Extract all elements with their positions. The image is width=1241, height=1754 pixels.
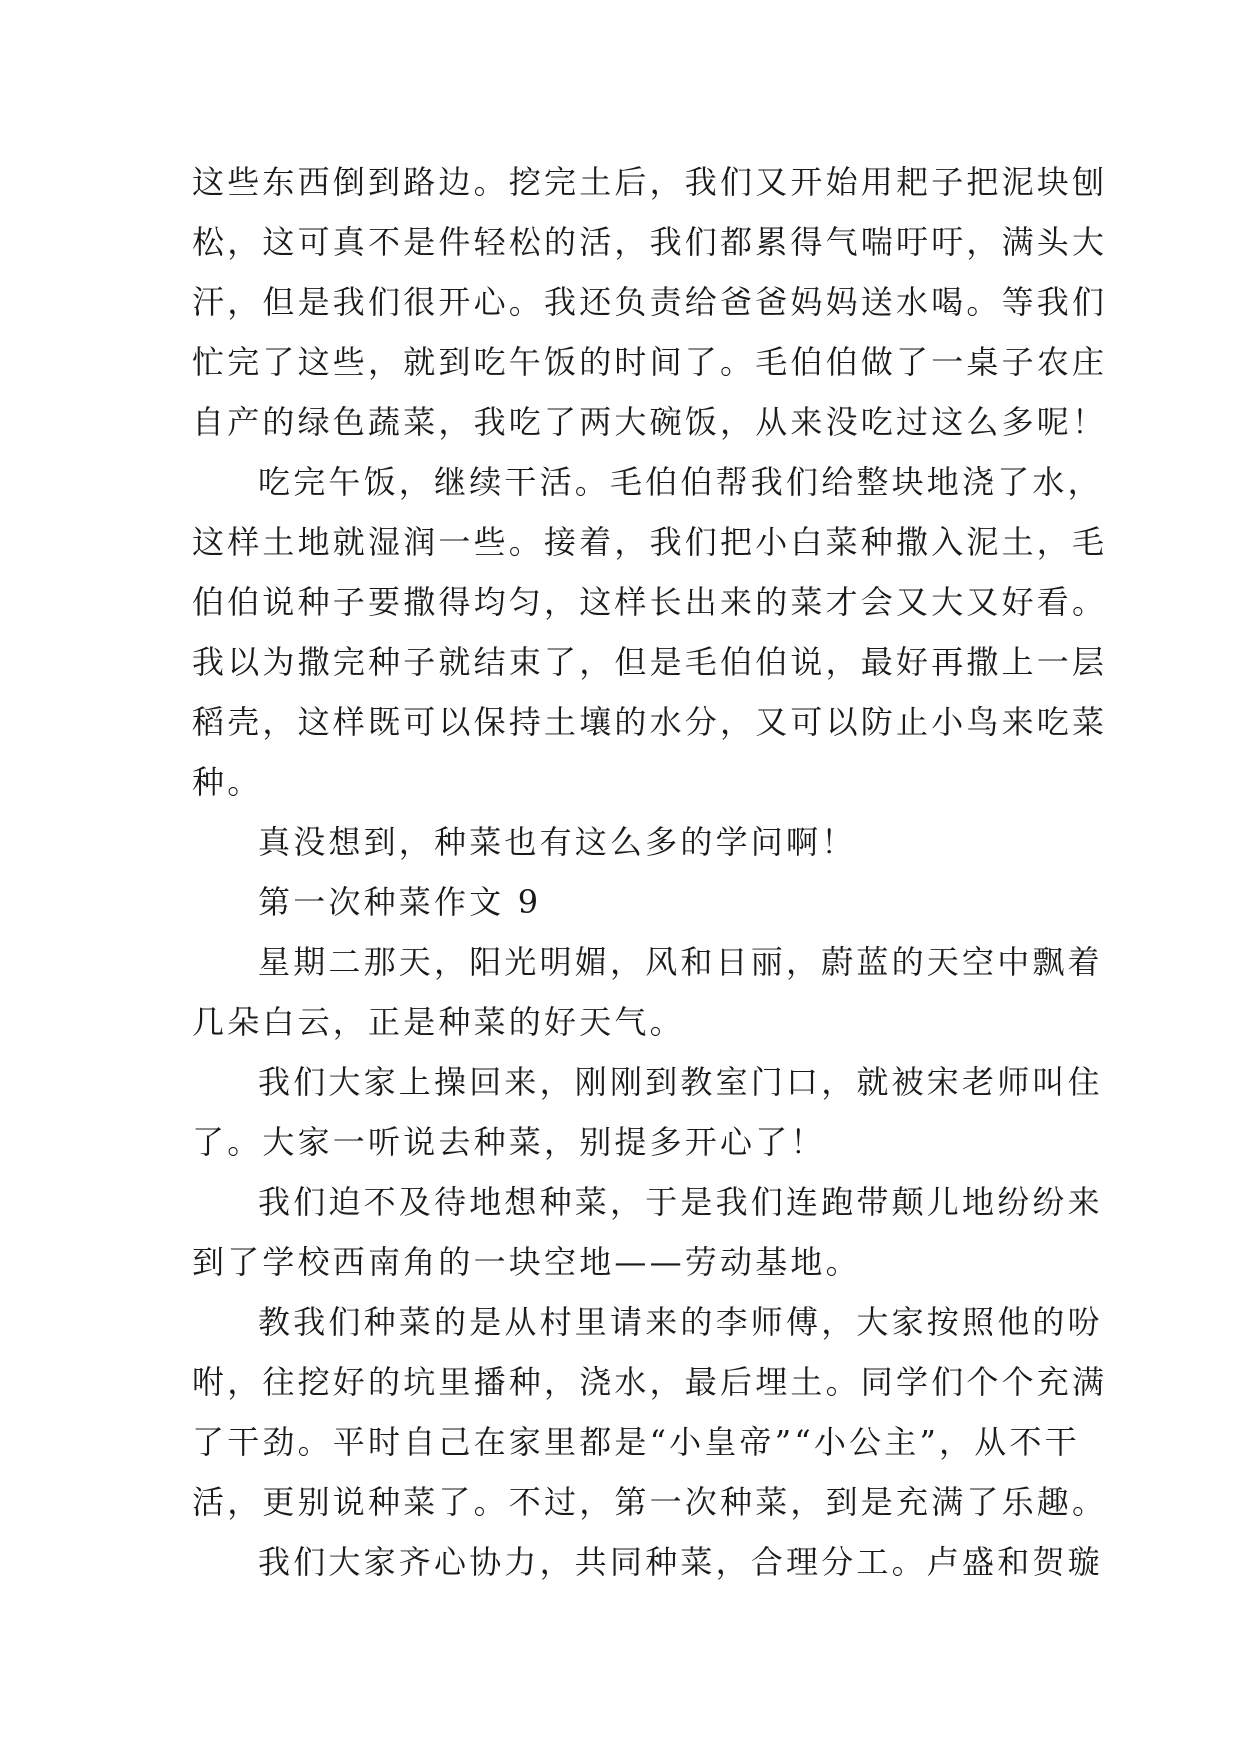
text-line: 咐，往挖好的坑里播种，浇水，最后埋土。同学们个个充满	[192, 1363, 1108, 1401]
text-line: 这些东西倒到路边。挖完土后，我们又开始用耙子把泥块刨	[192, 163, 1108, 201]
paragraph-start-line: 吃完午饭，继续干活。毛伯伯帮我们给整块地浇了水，	[258, 463, 1103, 501]
text-line: 这样土地就湿润一些。接着，我们把小白菜种撒入泥土，毛	[192, 523, 1108, 561]
text-line: 松，这可真不是件轻松的活，我们都累得气喘吁吁，满头大	[192, 223, 1108, 261]
paragraph-start-line: 教我们种菜的是从村里请来的李师傅，大家按照他的吩	[258, 1303, 1103, 1341]
paragraph-start-line: 真没想到，种菜也有这么多的学问啊！	[258, 823, 857, 861]
text-line: 忙完了这些，就到吃午饭的时间了。毛伯伯做了一桌子农庄	[192, 343, 1108, 381]
text-line: 汗，但是我们很开心。我还负责给爸爸妈妈送水喝。等我们	[192, 283, 1108, 321]
section-heading: 第一次种菜作文 9	[258, 883, 542, 921]
text-line: 到了学校西南角的一块空地——劳动基地。	[192, 1243, 861, 1281]
text-line: 了干劲。平时自己在家里都是“小皇帝”“小公主”，从不干	[192, 1423, 1080, 1461]
text-line: 自产的绿色蔬菜，我吃了两大碗饭，从来没吃过这么多呢！	[192, 403, 1108, 441]
paragraph-start-line: 我们大家齐心协力，共同种菜，合理分工。卢盛和贺璇	[258, 1543, 1103, 1581]
text-line: 几朵白云，正是种菜的好天气。	[192, 1003, 685, 1041]
text-line: 种。	[192, 763, 263, 801]
paragraph-start-line: 我们大家上操回来，刚刚到教室门口，就被宋老师叫住	[258, 1063, 1103, 1101]
text-line: 我以为撒完种子就结束了，但是毛伯伯说，最好再撒上一层	[192, 643, 1108, 681]
paragraph-start-line: 星期二那天，阳光明媚，风和日丽，蔚蓝的天空中飘着	[258, 943, 1103, 981]
document-body	[192, 152, 1108, 1592]
text-line: 稻壳，这样既可以保持土壤的水分，又可以防止小鸟来吃菜	[192, 703, 1108, 741]
text-line: 伯伯说种子要撒得均匀，这样长出来的菜才会又大又好看。	[192, 583, 1108, 621]
text-line: 了。大家一听说去种菜，别提多开心了！	[192, 1123, 826, 1161]
paragraph-start-line: 我们迫不及待地想种菜，于是我们连跑带颠儿地纷纷来	[258, 1183, 1103, 1221]
text-line: 活，更别说种菜了。不过，第一次种菜，到是充满了乐趣。	[192, 1483, 1108, 1521]
